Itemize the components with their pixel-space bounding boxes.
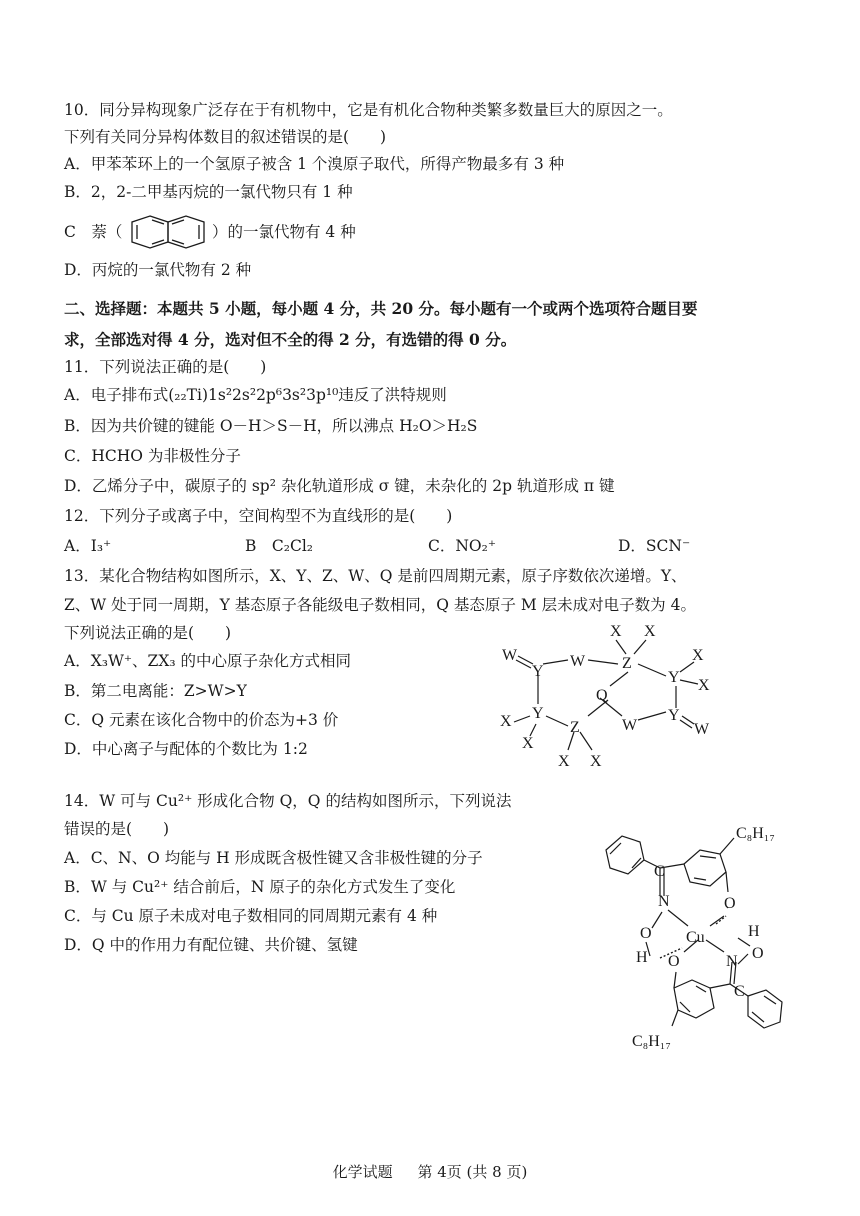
- atom-label: Y: [532, 663, 544, 680]
- q10-option-b: B．2，2-二甲基丙烷的一氯代物只有 1 种: [64, 183, 353, 201]
- q12-stem: 12．下列分子或离子中，空间构型不为直线形的是( ): [64, 507, 453, 525]
- q11-option-c: C．HCHO 为非极性分子: [64, 447, 241, 465]
- q12-option-d: D．SCN⁻: [618, 537, 691, 555]
- q13-structure-diagram: [488, 620, 728, 770]
- atom-label: O: [752, 945, 764, 962]
- q13-stem-line1: 13．某化合物结构如图所示，X、Y、Z、W、Q 是前四周期元素，原子序数依次递增。Y、: [64, 567, 687, 585]
- atom-label: Q: [596, 687, 608, 704]
- atom-label: X: [558, 753, 570, 770]
- q14-stem-line1: 14．W 可与 Cu²⁺ 形成化合物 Q，Q 的结构如图所示，下列说法: [64, 792, 512, 810]
- fig13-atom-w: W: [502, 647, 518, 664]
- footer-subject: 化学试题: [332, 1163, 393, 1181]
- atom-label: X: [590, 753, 602, 770]
- section2-instructions-line1: 二、选择题：本题共 5 小题，每小题 4 分，共 20 分。每小题有一个或两个选项符合题目要: [64, 299, 698, 318]
- atom-label: Z: [622, 655, 632, 672]
- q10-option-c-prefix: C 萘（: [64, 223, 123, 241]
- footer-page-number: 第 4页 (共 8 页): [417, 1163, 528, 1181]
- section2-instructions-line2: 求，全部选对得 4 分，选对但不全的得 2 分，有选错的得 0 分。: [64, 330, 517, 349]
- fig14-alkyl-top: C₈H₁₇: [736, 825, 775, 842]
- atom-label: W: [570, 653, 586, 670]
- atom-label: Y: [668, 707, 680, 724]
- atom-label: C: [734, 983, 745, 1000]
- q12-option-c: C．NO₂⁺: [428, 537, 497, 555]
- atom-label: C: [654, 863, 665, 880]
- q14-stem-line2: 错误的是( ): [64, 820, 170, 838]
- q13-stem-line3: 下列说法正确的是( ): [64, 624, 232, 642]
- atom-label: X: [500, 713, 512, 730]
- atom-label: Y: [532, 705, 544, 722]
- q11-option-d: D．乙烯分子中，碳原子的 sp² 杂化轨道形成 σ 键，未杂化的 2p 轨道形成 π 键: [64, 477, 615, 495]
- atom-label: W: [694, 721, 710, 738]
- naphthalene-structure: [130, 210, 210, 254]
- q12-option-a: A．I₃⁺: [64, 537, 112, 555]
- atom-label: X: [522, 735, 534, 752]
- atom-label: W: [622, 717, 638, 734]
- atom-label: Y: [668, 669, 680, 686]
- atom-label: O: [640, 925, 652, 942]
- atom-label: H: [748, 923, 760, 940]
- q14-option-c: C．与 Cu 原子未成对电子数相同的同周期元素有 4 种: [64, 907, 438, 925]
- q11-option-b: B．因为共价键的键能 O－H＞S－H，所以沸点 H₂O＞H₂S: [64, 417, 478, 435]
- q10-stem-line1: 10．同分异构现象广泛存在于有机物中，它是有机化合物种类繁多数量巨大的原因之一。: [64, 101, 673, 119]
- fig14-copper-center: Cu: [686, 929, 705, 946]
- q11-option-a: A．电子排布式(₂₂Ti)1s²2s²2p⁶3s²3p¹⁰违反了洪特规则: [64, 386, 447, 404]
- q10-stem-line2: 下列有关同分异构体数目的叙述错误的是( ): [64, 128, 387, 146]
- fig14-alkyl-bottom: C₈H₁₇: [632, 1033, 671, 1050]
- q14-option-b: B．W 与 Cu²⁺ 结合前后，N 原子的杂化方式发生了变化: [64, 878, 456, 896]
- q13-option-c: C．Q 元素在该化合物中的价态为+3 价: [64, 711, 339, 729]
- q13-stem-line2: Z、W 处于同一周期，Y 基态原子各能级电子数相同，Q 基态原子 M 层未成对电子数为 4。: [64, 596, 696, 614]
- q13-option-b: B．第二电离能：Z>W>Y: [64, 682, 247, 700]
- atom-label: X: [692, 647, 704, 664]
- q13-option-d: D．中心离子与配体的个数比为 1:2: [64, 740, 308, 758]
- q11-stem: 11．下列说法正确的是( ): [64, 358, 267, 376]
- atom-label: N: [726, 953, 738, 970]
- atom-label: X: [698, 677, 710, 694]
- q14-copper-complex-structure: [588, 812, 818, 1064]
- atom-label: O: [724, 895, 736, 912]
- q12-option-b: B C₂Cl₂: [245, 537, 313, 555]
- q10-option-c-suffix: ）的一氯代物有 4 种: [212, 223, 356, 241]
- atom-label: N: [658, 893, 670, 910]
- q10-option-a: A．甲苯苯环上的一个氢原子被含 1 个溴原子取代，所得产物最多有 3 种: [64, 155, 565, 173]
- atom-label: H: [636, 949, 648, 966]
- q14-option-a: A．C、N、O 均能与 H 形成既含极性键又含非极性键的分子: [64, 849, 483, 867]
- atom-label: O: [668, 953, 680, 970]
- atom-label: X: [610, 623, 622, 640]
- atom-label: Z: [570, 719, 580, 736]
- q13-option-a: A．X₃W⁺、ZX₃ 的中心原子杂化方式相同: [64, 652, 352, 670]
- q14-option-d: D．Q 中的作用力有配位键、共价键、氢键: [64, 936, 358, 954]
- page-footer: [0, 1161, 860, 1182]
- atom-label: X: [644, 623, 656, 640]
- q10-option-d: D．丙烷的一氯代物有 2 种: [64, 261, 252, 279]
